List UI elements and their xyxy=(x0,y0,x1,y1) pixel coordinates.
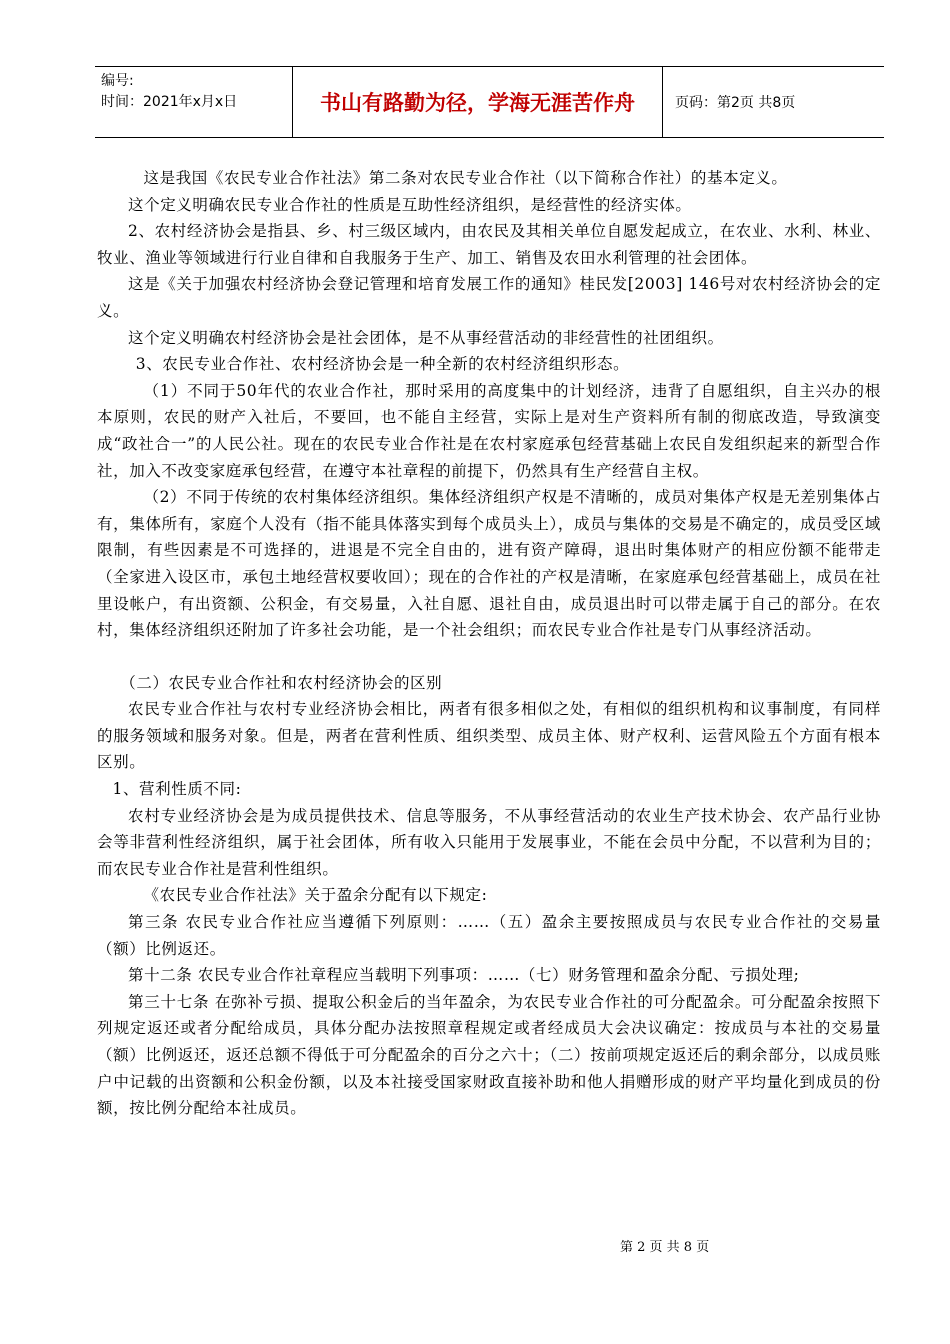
paragraph: 农民专业合作社与农村专业经济协会相比，两者有很多相似之处，有相似的组织机构和议事制度，有同样的服务领域和服务对象。但是，两者在营利性质、组织类型、成员主体、财产权利、运营风险五个方面有根本区别。 xyxy=(97,700,881,772)
paragraph: 这是《关于加强农村经济协会登记管理和培育发展工作的通知》桂民发[2003] 146号对农村经济协会的定义。 xyxy=(97,275,881,320)
paragraph: 《农民专业合作社法》关于盈余分配有以下规定: xyxy=(143,886,488,905)
page-header xyxy=(95,66,884,138)
document-body xyxy=(97,165,881,1122)
paragraph: 这个定义明确农民专业合作社的性质是互助性经济组织，是经营性的经济实体。 xyxy=(128,195,692,214)
document-time: 时间：2021年x月x日 xyxy=(101,94,238,110)
paragraph: 这是我国《农民专业合作社法》第二条对农民专业合作社（以下简称合作社）的基本定义。 xyxy=(143,169,788,187)
header-meta xyxy=(95,67,293,137)
paragraph: 第十二条 农民专业合作社章程应当载明下列事项：……（七）财务管理和盈余分配、亏损处理; xyxy=(128,966,800,985)
page-footer: 第 2 页 共 8 页 xyxy=(620,1240,710,1255)
paragraph: 1、营利性质不同: xyxy=(112,780,242,799)
paragraph: （二）农民专业合作社和农村经济协会的区别 xyxy=(120,673,443,692)
paragraph: 第三十七条 在弥补亏损、提取公积金后的当年盈余，为农民专业合作社的可分配盈余。可分配盈余按照下列规定返还或者分配给成员，具体分配办法按照章程规定或者经成员大会决议确定：按成员与本社的交易量（额）比例返还，返还总额不得低于可分配盈余的百分之六十；（二）按前项规定返还后的剩余部分，以成员账户中记载的出资额和公积金份额，以及本社接受国家财政直接补助和他人捐赠形成的财产平均量化到成员的份额，按比例分配给本社成员。 xyxy=(97,992,881,1118)
paragraph: （1）不同于50年代的农业合作社，那时采用的高度集中的计划经济，违背了自愿组织，自主兴办的根本原则，农民的财产入社后，不要回，也不能自主经营，实际上是对生产资料所有制的彻底改造，导致演变成“政社合一”的人民公社。现在的农民专业合作社是在农村家庭承包经营基础上农民自发组织起来的新型合作社，加入不改变家庭承包经营，在遵守本社章程的前提下，仍然具有生产经营自主权。 xyxy=(97,381,881,480)
paragraph: 农村专业经济协会是为成员提供技术、信息等服务，不从事经营活动的农业生产技术协会、农产品行业协会等非营利性经济组织，属于社会团体，所有收入只能用于发展事业，不能在会员中分配，不以营利为目的；而农民专业合作社是营利性组织。 xyxy=(97,806,881,878)
paragraph: 3、农民专业合作社、农村经济协会是一种全新的农村经济组织形态。 xyxy=(135,355,630,374)
header-motto: 书山有路勤为径，学海无涯苦作舟 xyxy=(293,67,663,137)
paragraph: 这个定义明确农村经济协会是社会团体，是不从事经营活动的非经营性的社团组织。 xyxy=(128,328,724,347)
paragraph: （2）不同于传统的农村集体经济组织。集体经济组织产权是不清晰的，成员对集体产权是无差别集体占有，集体所有，家庭个人没有（指不能具体落实到每个成员头上），成员与集体的交易是不确定的，成员受区域限制，有些因素是不可选择的，进退是不完全自由的，进有资产障碍，退出时集体财产的相应份额不能带走（全家进入设区市，承包土地经营权要收回）；现在的合作社的产权是清晰，在家庭承包经营基础上，成员在社里设帐户，有出资额、公积金，有交易量，入社自愿、退社自由，成员退出时可以带走属于自己的部分。在农村，集体经济组织还附加了许多社会功能，是一个社会组织；而农民专业合作社是专门从事经济活动。 xyxy=(97,488,881,640)
header-page-number: 页码：第2页 共8页 xyxy=(675,95,796,111)
paragraph: 第三条 农民专业合作社应当遵循下列原则：……（五）盈余主要按照成员与农民专业合作社的交易量（额）比例返还。 xyxy=(97,913,881,958)
paragraph: 2、农村经济协会是指县、乡、村三级区域内，由农民及其相关单位自愿发起成立，在农业、水利、林业、牧业、渔业等领域进行行业自律和自我服务于生产、加工、销售及农田水利管理的社会团体。 xyxy=(97,222,881,267)
serial-number: 编号: xyxy=(101,73,134,89)
paragraph-gap xyxy=(97,644,881,670)
